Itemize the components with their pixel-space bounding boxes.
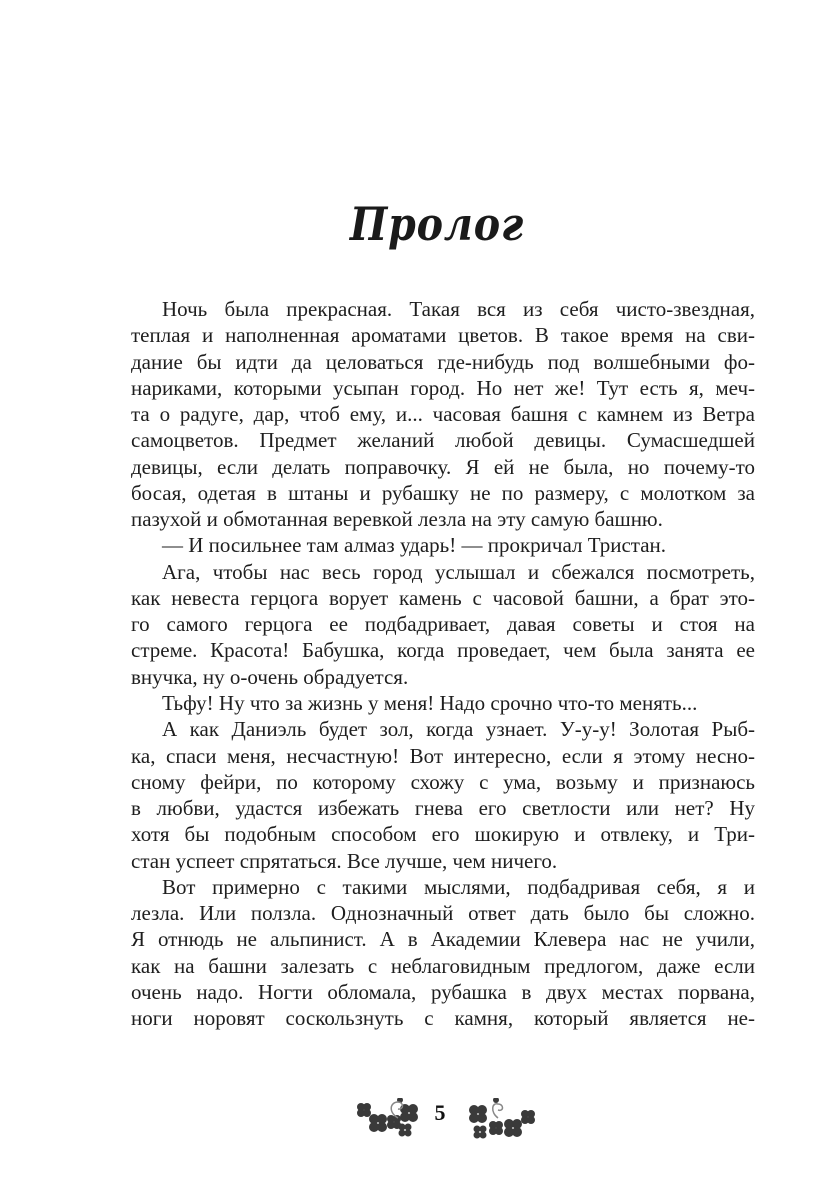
clover-flourish-icon-left xyxy=(352,1098,418,1146)
text-line: стреме. Красота! Бабушка, когда проведает, чем была занята ее xyxy=(131,638,755,663)
text-line: Я отнюдь не альпинист. А в Академии Клевера нас не учили, xyxy=(131,927,755,952)
text-line: А как Даниэль будет зол, когда узнает. У-у-у! Золотая Рыб- xyxy=(162,717,755,742)
text-line: — И посильнее там алмаз ударь! — прокричал Тристан. xyxy=(162,533,667,558)
page-number: 5 xyxy=(434,1100,446,1125)
text-line: как невеста герцога ворует камень с часовой башни, а брат это- xyxy=(131,585,755,610)
text-line: Тьфу! Ну что за жизнь у меня! Надо срочно что-то менять... xyxy=(162,690,698,715)
text-line: как на башни залезать с неблаговидным предлогом, даже если xyxy=(131,953,755,978)
text-line: босая, одетая в штаны и рубашку не по размеру, с молотком за xyxy=(131,480,755,505)
text-line: Вот примерно с такими мыслями, подбадривая себя, я и xyxy=(162,874,755,899)
text-line: в любви, удастся избежать гнева его светлости или нет? Ну xyxy=(131,796,755,821)
text-line: дание бы идти да целоваться где-нибудь под волшебными фо- xyxy=(131,349,755,374)
text-line: го самого герцога ее подбадривает, давая советы и стоя на xyxy=(131,612,755,637)
text-line: пазухой и обмотанная веревкой лезла на эту самую башню. xyxy=(131,507,663,532)
text-line: ка, спаси меня, несчастную! Вот интересно, если я этому несно- xyxy=(131,743,755,768)
text-line: лезла. Или ползла. Однозначный ответ дать было бы сложно. xyxy=(131,901,755,926)
text-line: стан успеет спрятаться. Все лучше, чем ничего. xyxy=(131,848,558,873)
chapter-body-text xyxy=(131,296,755,1031)
text-line: теплая и наполненная ароматами цветов. В такое время на сви- xyxy=(131,323,755,348)
text-line: нариками, которыми усыпан город. Но нет же! Тут есть я, меч- xyxy=(131,375,755,400)
text-line: сному фейри, по которому схожу с ума, возьму и признаюсь xyxy=(131,769,755,794)
text-line: хотя бы подобным способом его шокирую и отвлеку, и Три- xyxy=(131,822,755,847)
text-line: девицы, если делать поправочку. Я ей не была, но почему-то xyxy=(131,454,755,479)
text-line: та о радуге, дар, чтоб ему, и... часовая башня с камнем из Ветра xyxy=(131,402,755,427)
text-line: ноги норовят соскользнуть с камня, который является не- xyxy=(131,1006,755,1031)
chapter-title: Пролог xyxy=(349,197,525,251)
text-line: Ага, чтобы нас весь город услышал и сбежался посмотреть, xyxy=(162,559,755,584)
text-line: Ночь была прекрасная. Такая вся из себя чисто-звездная, xyxy=(162,297,755,321)
clover-flourish-icon-right xyxy=(466,1098,536,1146)
text-line: самоцветов. Предмет желаний любой девицы. Сумасшедшей xyxy=(131,428,755,453)
page-footer xyxy=(0,1098,839,1148)
text-line: внучка, ну о-очень обрадуется. xyxy=(131,664,409,689)
text-line: очень надо. Ногти обломала, рубашка в двух местах порвана, xyxy=(131,979,755,1004)
